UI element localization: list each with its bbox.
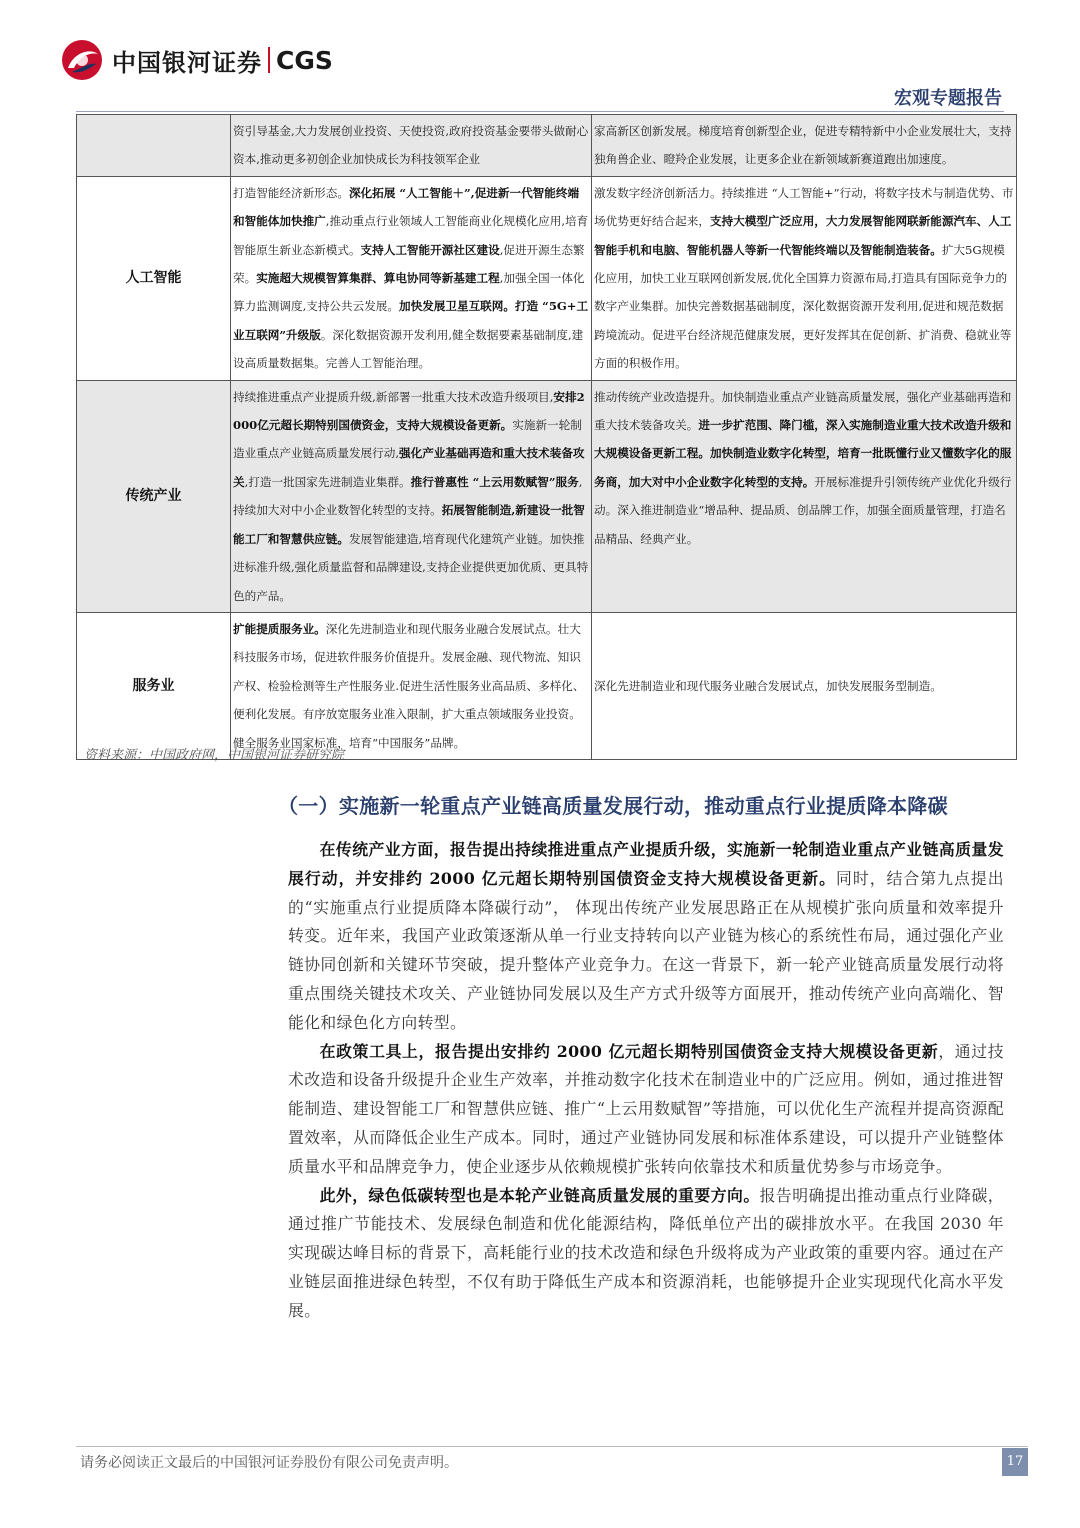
- table-row: [77, 612, 1017, 759]
- page-number: 17: [1002, 1448, 1028, 1476]
- report-cell: 持续推进重点产业提质升级,新部署一批重大技术改造升级项目,安排2000亿元超长期特别国债资金，支持大规模设备更新。实施新一轮制造业重点产业链高质量发展行动,强化产业基础再造和重大技术装备攻关,打造一批国家先进制造业集群。推行普惠性 “上云用数赋智”服务,持续加大对中小企业数智化转型的支持。拓展智能制造,新建设一批智能工厂和智慧供应链。发展智能建造,培育现代化建筑产业链。加快推进标准升级,强化质量监督和品牌建设,支持企业提供更加优质、更具特色的产品。: [231, 380, 592, 612]
- policy-comparison-table: [76, 114, 1017, 760]
- footer-divider: [76, 1446, 1028, 1447]
- brand-logo: [60, 38, 333, 82]
- plan-cell: 推动传统产业改造提升。加快制造业重点产业链高质量发展，强化产业基础再造和重大技术装备攻关。进一步扩范围、降门槛，深入实施制造业重大技术改造升级和大规模设备更新工程。加快制造业数字化转型，培育一批既懂行业又懂数字化的服务商，加大对中小企业数字化转型的支持。开展标准提升引领传统产业优化升级行动。深入推进制造业“增品种、提品质、创品牌工作，加强全面质量管理，打造名品精品、经典产业。: [592, 380, 1017, 612]
- category-cell: 人工智能: [77, 176, 231, 380]
- category-cell: 服务业: [77, 612, 231, 759]
- plan-cell: 深化先进制造业和现代服务业融合发展试点，加快发展服务型制造。: [592, 612, 1017, 759]
- source-note: 资料来源：中国政府网，中国银河证券研究院: [84, 748, 345, 763]
- report-cell: 扩能提质服务业。深化先进制造业和现代服务业融合发展试点。壮大科技服务市场，促进软件服务价值提升。发展金融、现代物流、知识产权、检验检测等生产性服务业.促进生活性服务业高品质、多样化、便利化发展。有序放宽服务业准入限制，扩大重点领域服务业投资。健全服务业国家标准，培育“中国服务”品牌。: [231, 612, 592, 759]
- category-cell: [77, 115, 231, 177]
- plan-cell: 家高新区创新发展。梯度培育创新型企业，促进专精特新中小企业发展壮大，支持独角兽企业、瞪羚企业发展，让更多企业在新领域新赛道跑出加速度。: [592, 115, 1017, 177]
- table-row: [77, 176, 1017, 380]
- table-row: [77, 115, 1017, 177]
- brand-name-en: CGS: [276, 45, 333, 75]
- disclaimer: 请务必阅读正文最后的中国银河证券股份有限公司免责声明。: [80, 1455, 458, 1471]
- plan-cell: 激发数字经济创新活力。持续推进 “人工智能+”行动，将数字技术与制造优势、市场优势更好结合起来，支持大模型广泛应用，大力发展智能网联新能源汽车、人工智能手机和电脑、智能机器人等新一代智能终端以及智能制造装备。扩大5G规模化应用，加快工业互联网创新发展,优化全国算力资源布局,打造具有国际竞争力的数字产业集群。加快完善数据基础制度，深化数据资源开发利用,促进和规范数据跨境流动。促进平台经济规范健康发展，更好发挥其在促创新、扩消费、稳就业等方面的积极作用。: [592, 176, 1017, 380]
- table-row: [77, 380, 1017, 612]
- paragraph: 此外，绿色低碳转型也是本轮产业链高质量发展的重要方向。报告明确提出推动重点行业降碳，通过推广节能技术、发展绿色制造和优化能源结构，降低单位产出的碳排放水平。在我国 2030 年实现碳达峰目标的背景下，高耗能行业的技术改造和绿色升级将成为产业政策的重要内容。通过在产业链层面推进绿色转型，不仅有助于降低生产成本和资源消耗，也能够提升企业实现现代化高水平发展。: [288, 1185, 1004, 1320]
- brand-divider: [268, 47, 270, 73]
- header-divider: [76, 111, 1004, 112]
- report-cell: 资引导基金,大力发展创业投资、天使投资,政府投资基金要带头做耐心资本,推动更多初创企业加快成长为科技领军企业: [231, 115, 592, 177]
- section-heading: （一）实施新一轮重点产业链高质量发展行动，推动重点行业提质降本降碳: [278, 794, 948, 818]
- report-cell: 打造智能经济新形态。深化拓展 “人工智能＋”,促进新一代智能终端和智能体加快推广,推动重点行业领域人工智能商业化规模化应用,培育智能原生新业态新模式。支持人工智能开源社区建设,促进开源生态繁荣。实施超大规模智算集群、算电协同等新基建工程,加强全国一体化算力监测调度,支持公共云发展。加快发展卫星互联网。打造 “5G+工业互联网”升级版。深化数据资源开发利用,健全数据要素基础制度,建设高质量数据集。完善人工智能治理。: [231, 176, 592, 380]
- galaxy-logo-icon: [60, 38, 104, 82]
- body-text: [288, 836, 1004, 1326]
- paragraph: 在传统产业方面，报告提出持续推进重点产业提质升级，实施新一轮制造业重点产业链高质量发展行动，并安排约 2000 亿元超长期特别国债资金支持大规模设备更新。同时，结合第九点提出的“实施重点行业提质降本降碳行动”， 体现出传统产业发展思路正在从规模扩张向质量和效率提升转变。近年来，我国产业政策逐渐从单一行业支持转向以产业链为核心的系统性布局，通过强化产业链协同创新和关键环节突破，提升整体产业竞争力。在这一背景下，新一轮产业链高质量发展行动将重点围绕关键技术攻关、产业链协同发展以及生产方式升级等方面展开，推动传统产业向高端化、智能化和绿色化方向转型。: [288, 840, 1004, 1032]
- category-cell: 传统产业: [77, 380, 231, 612]
- report-type: 宏观专题报告: [894, 88, 1002, 109]
- paragraph: 在政策工具上，报告提出安排约 2000 亿元超长期特别国债资金支持大规模设备更新，通过技术改造和设备升级提升企业生产效率，并推动数字化技术在制造业中的广泛应用。例如，通过推进智能制造、建设智能工厂和智慧供应链、推广“上云用数赋智”等措施，可以优化生产流程并提高资源配置效率，从而降低企业生产成本。同时，通过产业链协同发展和标准体系建设，可以提升产业链整体质量水平和品牌竞争力，使企业逐步从依赖规模扩张转向依靠技术和质量优势参与市场竞争。: [288, 1041, 1004, 1176]
- brand-name-cn: 中国银河证券: [112, 48, 262, 77]
